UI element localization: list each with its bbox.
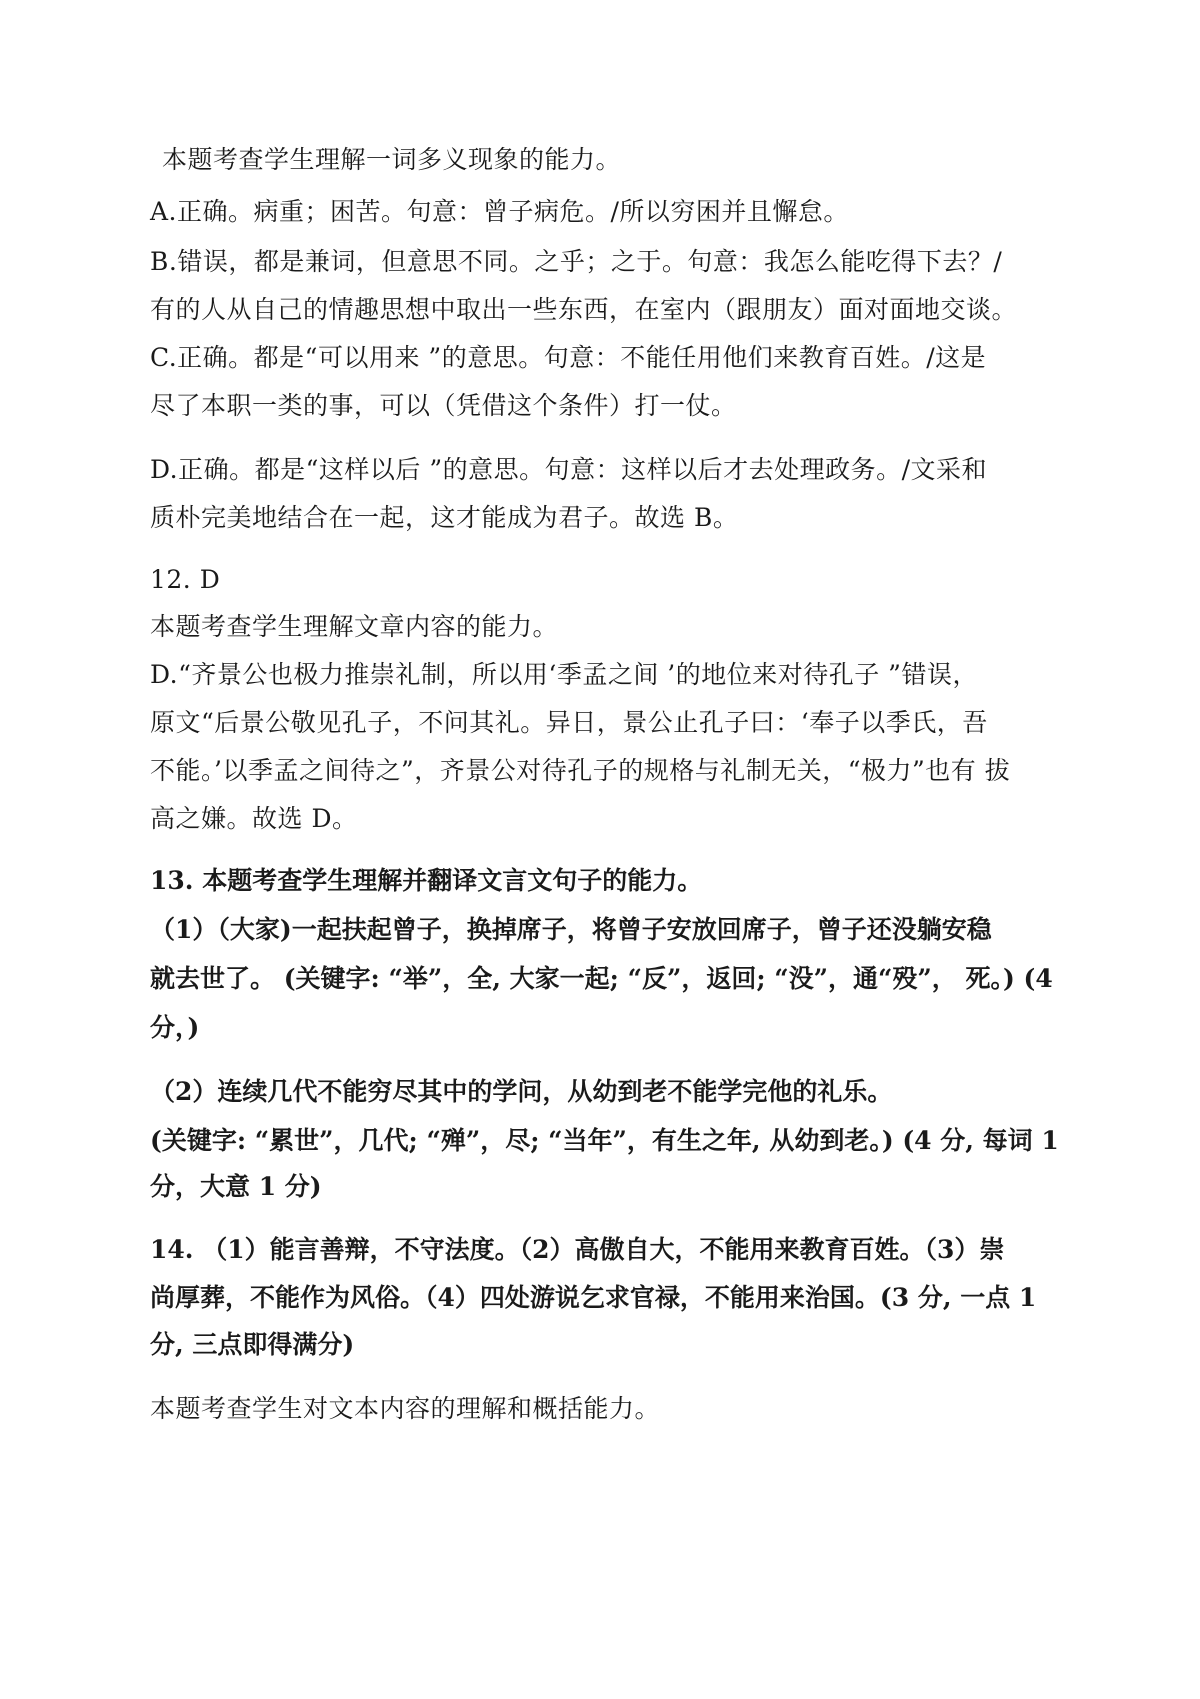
q13-part2-line2: (关键字: “累世”，几代; “殚”，尽; “当年”，有生之年, 从幼到老。) (4 分, 每词 1: [150, 1126, 1059, 1155]
q12-explanation-line2: 原文“后景公敬见孔子，不问其礼。异日，景公止孔子曰：‘奉子以季氏，吾: [150, 708, 988, 737]
q11-option-b-line1: B.错误，都是兼词，但意思不同。之乎；之于。句意：我怎么能吃得下去？/: [150, 247, 1003, 276]
q11-option-c-line1: C.正确。都是“可以用来 ”的意思。句意：不能任用他们来教育百姓。/这是: [150, 343, 987, 372]
q11-option-b-line2: 有的人从自己的情趣思想中取出一些东西，在室内（跟朋友）面对面地交谈。: [150, 295, 1018, 324]
q11-option-d-line2: 质朴完美地结合在一起，这才能成为君子。故选 B。: [150, 503, 739, 532]
q11-option-a: A.正确。病重；困苦。句意：曾子病危。/所以穷困并且懈怠。: [150, 197, 849, 226]
q14-answer-line2: 尚厚葬，不能作为风俗。（4）四处游说乞求官禄，不能用来治国。(3 分, 一点 1: [150, 1283, 1037, 1312]
q12-explanation-line1: D.“齐景公也极力推崇礼制，所以用‘季孟之间 ’的地位来对待孔子 ”错误，: [150, 660, 978, 689]
q14-answer-line3: 分, 三点即得满分): [150, 1330, 355, 1359]
q13-part1-line2: 就去世了。 (关键字: “举”，全, 大家一起; “反”，返回; “没”，通“殁”， 死。) (4: [150, 964, 1053, 993]
q13-part2-line1: （2）连续几代不能穷尽其中的学问，从幼到老不能学完他的礼乐。: [150, 1077, 893, 1106]
q13-part1-line3: 分，): [150, 1013, 200, 1042]
q12-explanation-line4: 高之嫌。故选 D。: [150, 804, 358, 833]
q14-intro: 本题考查学生对文本内容的理解和概括能力。: [150, 1394, 661, 1423]
q13-part1-line1: （1）（大家)一起扶起曾子，换掉席子，将曾子安放回席子，曾子还没躺安稳: [150, 915, 992, 944]
q12-explanation-line3: 不能。’以季孟之间待之”，齐景公对待孔子的规格与礼制无关，“极力”也有 拔: [150, 756, 1011, 785]
q13-title: 13. 本题考查学生理解并翻译文言文句子的能力。: [150, 866, 703, 895]
q11-option-c-line2: 尽了本职一类的事，可以（凭借这个条件）打一仗。: [150, 391, 737, 420]
q14-answer-line1: 14. （1）能言善辩，不守法度。（2）高傲自大，不能用来教育百姓。（3）崇: [150, 1235, 1005, 1264]
q12-intro: 本题考查学生理解文章内容的能力。: [150, 612, 559, 641]
q11-intro: 本题考查学生理解一词多义现象的能力。: [162, 145, 622, 174]
q13-part2-line3: 分，大意 1 分): [150, 1172, 322, 1201]
q11-option-d-line1: D.正确。都是“这样以后 ”的意思。句意：这样以后才去处理政务。/文采和: [150, 455, 988, 484]
q12-answer: 12. D: [150, 565, 221, 594]
